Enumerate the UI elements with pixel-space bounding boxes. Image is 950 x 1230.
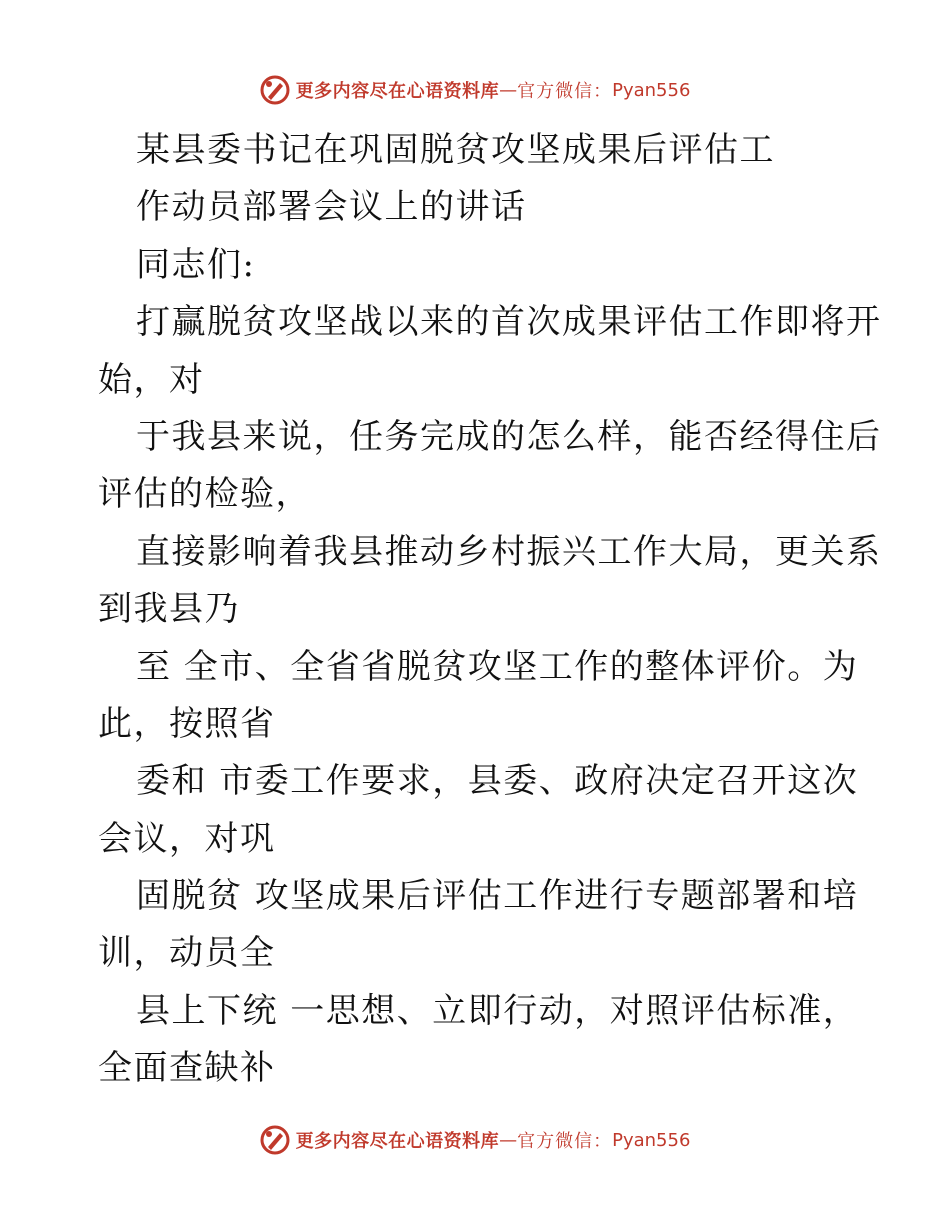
pen-logo-icon [260,75,290,105]
body-line: 到我县乃 [98,589,240,630]
watermark-wechat-id: Pyan556 [612,1129,691,1151]
watermark-wechat-id: Pyan556 [612,79,691,101]
body-line: 打赢脱贫攻坚战以来的首次成果评估工作即将开 [136,302,882,343]
body-line: 固脱贫 攻坚成果后评估工作进行专题部署和培 [136,876,859,917]
footer-watermark [0,1120,950,1160]
body-line: 县上下统 一思想、立即行动，对照评估标准， [136,990,859,1031]
body-line: 于我县来说，任务完成的怎么样，能否经得住后 [136,416,882,457]
document-body [98,122,882,1098]
body-line: 此，按照省 [98,703,276,744]
body-line: 会议，对巩 [98,818,276,859]
body-line: 直接影响着我县推动乡村振兴工作大局，更关系 [136,531,882,572]
body-line: 始，对 [98,359,205,400]
watermark-wechat-label: 官方微信： [517,1131,613,1152]
watermark-separator: — [499,1129,518,1151]
body-line: 全面查缺补 [98,1048,276,1089]
watermark-text: 更多内容尽在心语资料库 [295,1131,500,1152]
header-watermark [0,70,950,110]
salutation: 同志们: [136,244,256,285]
watermark-text: 更多内容尽在心语资料库 [295,81,500,102]
body-line: 委和 市委工作要求，县委、政府决定召开这次 [136,761,859,802]
body-line: 评估的检验， [98,474,311,515]
watermark-wechat-label: 官方微信： [517,81,613,102]
body-line: 训，动员全 [98,933,276,974]
document-title-line-2: 作动员部署会议上的讲话 [136,187,527,228]
body-line: 至 全市、全省省脱贫攻坚工作的整体评价。为 [136,646,859,687]
pen-logo-icon [260,1125,290,1155]
watermark-separator: — [499,79,518,101]
document-title-line-1: 某县委书记在巩固脱贫攻坚成果后评估工 [136,130,775,170]
